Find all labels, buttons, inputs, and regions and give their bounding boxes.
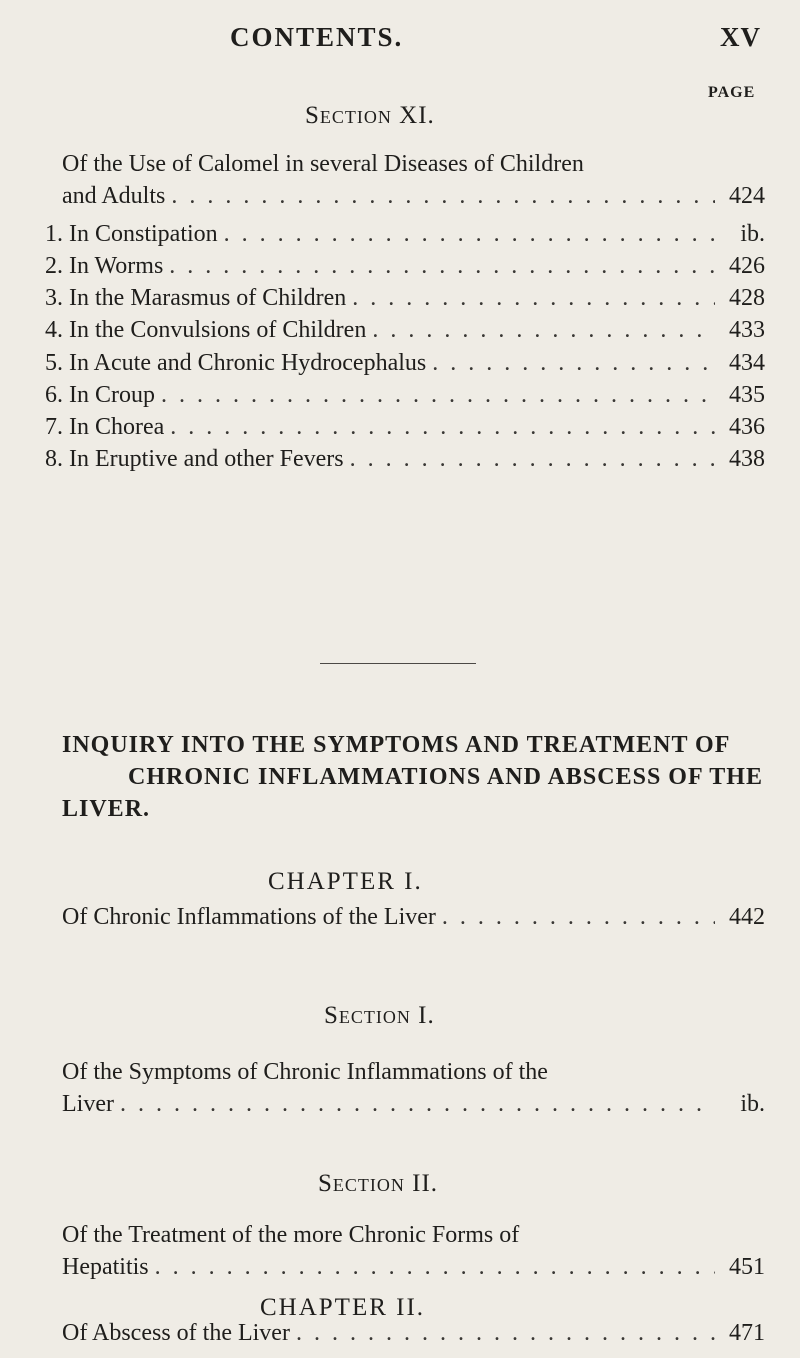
entry-page: 451 (729, 1254, 765, 1280)
leader-dots (442, 904, 715, 931)
entry-label: Hepatitis (62, 1254, 149, 1280)
section-ii-title-line: Of the Treatment of the more Chronic Forms of (62, 1222, 520, 1248)
entry-label: Of Chronic Inflammations of the Liver (62, 904, 436, 930)
leader-dots (350, 446, 715, 473)
leader-dots (155, 1254, 715, 1281)
list-item (45, 446, 765, 476)
leader-dots (170, 414, 715, 441)
list-item (45, 221, 765, 251)
section-divider (320, 663, 476, 664)
section-xi-title-line: Of the Use of Calomel in several Diseases of Children (62, 151, 584, 177)
leader-dots (161, 382, 715, 409)
entry-label: In Chorea (69, 414, 165, 440)
entry-label: In Acute and Chronic Hydrocephalus (69, 350, 427, 376)
item-number: 7. (45, 414, 63, 440)
entry-page: 471 (729, 1320, 765, 1346)
chapter-ii-entry (62, 1320, 765, 1350)
leader-dots (352, 285, 715, 312)
item-number: 2. (45, 253, 63, 279)
item-number: 4. (45, 317, 63, 343)
chapter-i-entry (62, 904, 765, 934)
chapter-ii-heading: CHAPTER II. (260, 1294, 426, 1321)
entry-page: ib. (740, 221, 765, 247)
section-xi-title-entry (62, 183, 765, 213)
running-head (0, 22, 800, 58)
leader-dots (120, 1091, 715, 1118)
entry-page: 435 (729, 382, 765, 408)
entry-label: In Worms (69, 253, 164, 279)
inquiry-title-line: LIVER. (62, 796, 151, 822)
section-ii-heading: Section II. (318, 1170, 439, 1197)
entry-label: Of Abscess of the Liver (62, 1320, 290, 1346)
leader-dots (432, 350, 715, 377)
list-item (45, 350, 765, 380)
entry-page: 442 (729, 904, 765, 930)
entry-page: ib. (740, 1091, 765, 1117)
entry-page: 433 (729, 317, 765, 343)
list-item (45, 382, 765, 412)
entry-label: In Croup (69, 382, 155, 408)
entry-label: and Adults (62, 183, 166, 209)
section-i-entry (62, 1091, 765, 1121)
entry-page: 434 (729, 350, 765, 376)
entry-label: In the Marasmus of Children (69, 285, 347, 311)
section-i-title-line: Of the Symptoms of Chronic Inflammations of the (62, 1059, 548, 1085)
entry-page: 426 (729, 253, 765, 279)
item-number: 5. (45, 350, 63, 376)
page-number: XV (720, 22, 761, 52)
page-column-label: PAGE (708, 84, 756, 101)
entry-page: 428 (729, 285, 765, 311)
leader-dots (372, 317, 715, 344)
leader-dots (224, 221, 715, 248)
list-item (45, 285, 765, 315)
entry-label: In the Convulsions of Children (69, 317, 367, 343)
entry-label: Liver (62, 1091, 114, 1117)
item-number: 8. (45, 446, 63, 472)
section-ii-entry (62, 1254, 765, 1284)
entry-label: In Constipation (69, 221, 218, 247)
entry-label: In Eruptive and other Fevers (69, 446, 344, 472)
item-number: 3. (45, 285, 63, 311)
running-title: CONTENTS. (230, 22, 404, 52)
item-number: 6. (45, 382, 63, 408)
list-item (45, 253, 765, 283)
section-i-heading: Section I. (324, 1002, 435, 1029)
section-xi-heading: Section XI. (305, 102, 435, 129)
entry-page: 424 (729, 183, 765, 209)
entry-page: 436 (729, 414, 765, 440)
inquiry-title-line: INQUIRY INTO THE SYMPTOMS AND TREATMENT OF (62, 732, 731, 758)
inquiry-title-line: CHRONIC INFLAMMATIONS AND ABSCESS OF THE (128, 764, 763, 790)
list-item (45, 414, 765, 444)
item-number: 1. (45, 221, 63, 247)
leader-dots (171, 183, 715, 210)
entry-page: 438 (729, 446, 765, 472)
leader-dots (169, 253, 715, 280)
list-item (45, 317, 765, 347)
leader-dots (296, 1320, 715, 1347)
chapter-i-heading: CHAPTER I. (268, 868, 423, 895)
